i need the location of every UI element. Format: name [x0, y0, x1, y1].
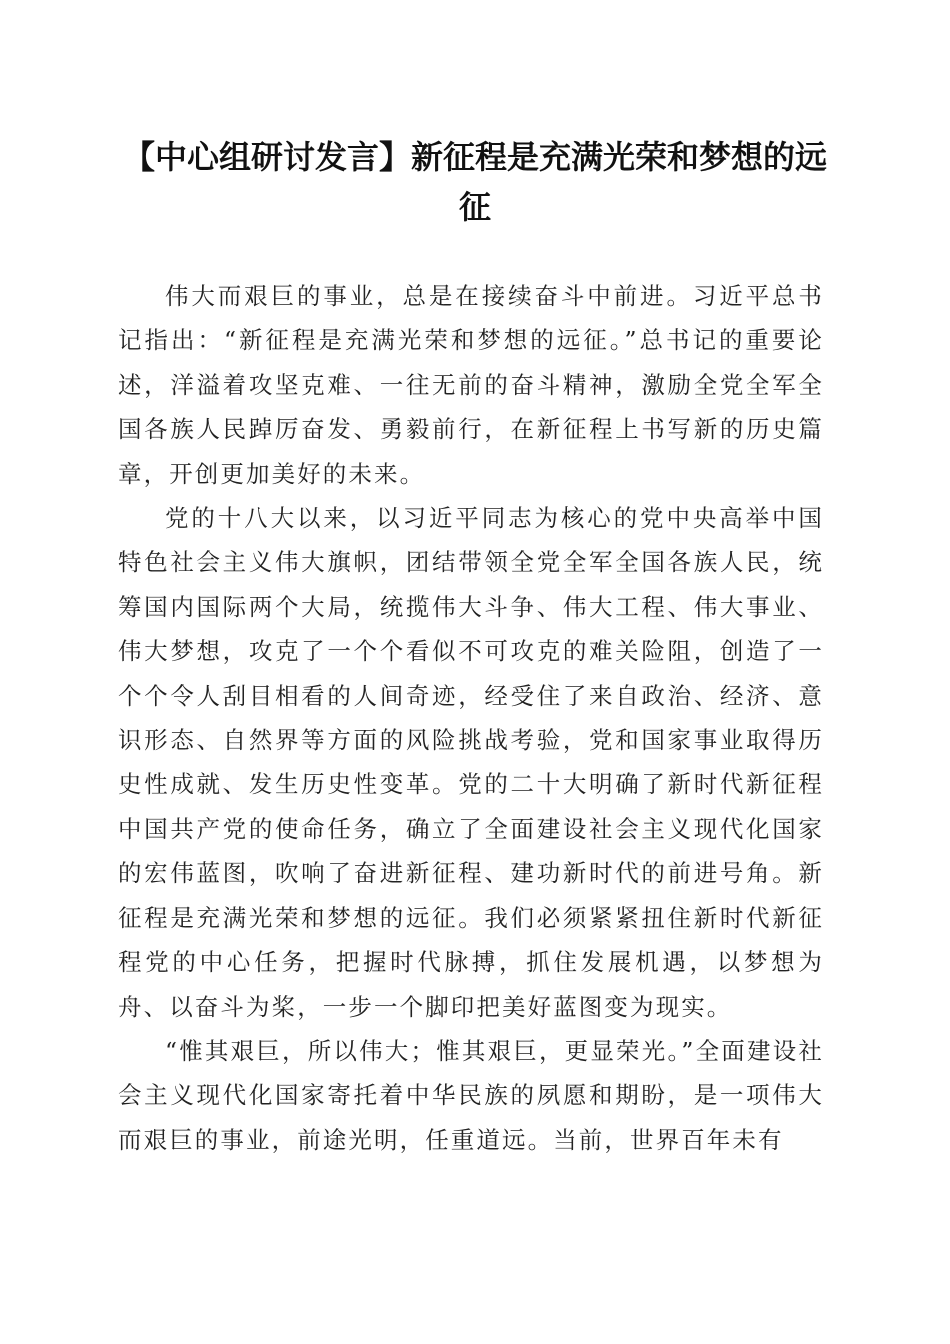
paragraph-3: “惟其艰巨，所以伟大；惟其艰巨，更显荣光。”全面建设社会主义现代化国家寄托着中华民族的夙愿和期盼，是一项伟大而艰巨的事业，前途光明，任重道远。当前，世界百年未有	[118, 1036, 824, 1154]
document-body	[118, 274, 824, 1162]
paragraph-2: 党的十八大以来，以习近平同志为核心的党中央高举中国特色社会主义伟大旗帜，团结带领全党全军全国各族人民，统筹国内国际两个大局，统揽伟大斗争、伟大工程、伟大事业、伟大梦想，攻克了一个个看似不可攻克的难关险阻，创造了一个个令人刮目相看的人间奇迹，经受住了来自政治、经济、意识形态、自然界等方面的风险挑战考验，党和国家事业取得历史性成就、发生历史性变革。党的二十大明确了新时代新征程中国共产党的使命任务，确立了全面建设社会主义现代化国家的宏伟蓝图，吹响了奋进新征程、建功新时代的前进号角。新征程是充满光荣和梦想的远征。我们必须紧紧扭住新时代新征程党的中心任务，把握时代脉搏，抓住发展机遇，以梦想为舟、以奋斗为桨，一步一个脚印把美好蓝图变为现实。	[118, 504, 824, 1021]
document-title: 【中心组研讨发言】新征程是充满光荣和梦想的远征	[122, 138, 827, 226]
paragraph-1: 伟大而艰巨的事业，总是在接续奋斗中前进。习近平总书记指出：“新征程是充满光荣和梦想的远征。”总书记的重要论述，洋溢着攻坚克难、一往无前的奋斗精神，激励全党全军全国各族人民踔厉奋发、勇毅前行，在新征程上书写新的历史篇章，开创更加美好的未来。	[118, 282, 824, 488]
